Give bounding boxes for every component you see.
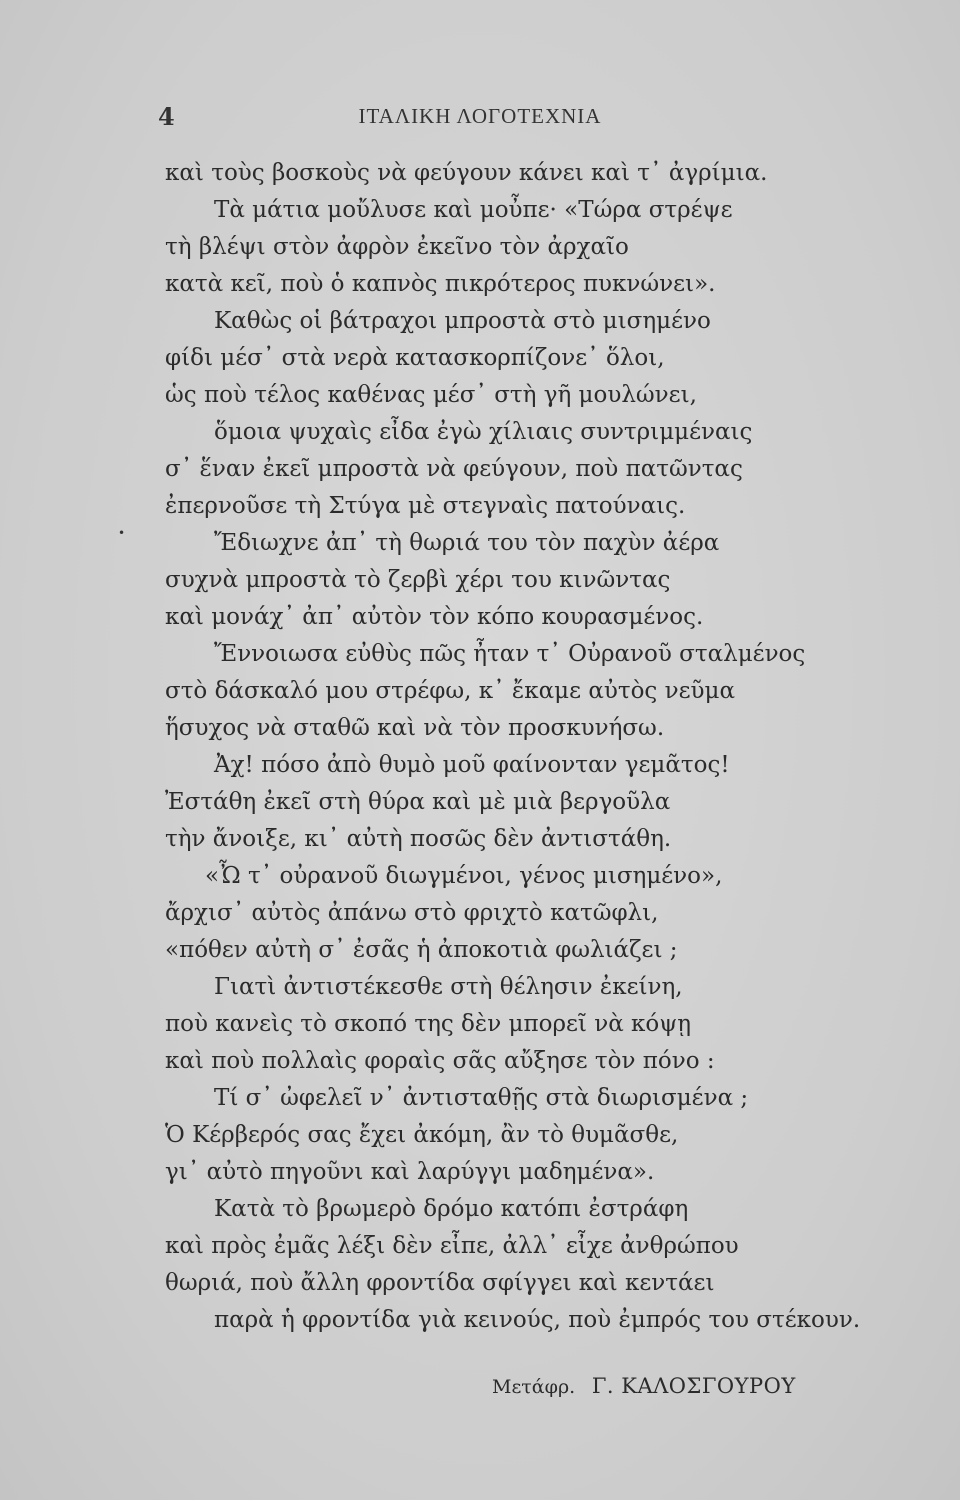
poem-line: στὸ δάσκαλό μου στρέφω, κ᾽ ἔκαμε αὐτὸς νεῦμα	[165, 678, 735, 704]
poem-line: ποὺ κανεὶς τὸ σκοπό της δὲν μπορεῖ νὰ κόψῃ	[165, 1011, 692, 1037]
poem-line: «πόθεν αὐτὴ σ᾽ ἐσᾶς ἡ ἀποκοτιὰ φωλιάζει ;	[165, 937, 678, 963]
poem-line: Ἔννοιωσα εὐθὺς πῶς ἦταν τ᾽ Οὐρανοῦ σταλμένος	[214, 641, 806, 667]
poem-line: τὴν ἄνοιξε, κι᾽ αὐτὴ ποσῶς δὲν ἀντιστάθη.	[165, 826, 672, 852]
poem-line: Τί σ᾽ ὠφελεῖ ν᾽ ἀντισταθῇς στὰ διωρισμένα ;	[214, 1085, 749, 1111]
page-header	[0, 100, 960, 140]
translator-credit	[492, 1374, 796, 1398]
poem-line: Ἐστάθη ἐκεῖ στὴ θύρα καὶ μὲ μιὰ βεργοῦλα	[165, 789, 671, 815]
poem-line: τὴ βλέψι στὸν ἀφρὸν ἐκεῖνο τὸν ἀρχαῖο	[165, 234, 629, 260]
poem-line: συχνὰ μπροστὰ τὸ ζερβὶ χέρι του κινῶντας	[165, 567, 671, 593]
poem-line: Ἀχ! πόσο ἀπὸ θυμὸ μοῦ φαίνονταν γεμᾶτος!	[214, 752, 730, 778]
poem-line: θωριά, ποὺ ἄλλη φροντίδα σφίγγει καὶ κεντάει	[165, 1270, 715, 1296]
margin-mark: •	[118, 526, 126, 540]
poem-line: καὶ τοὺς βοσκοὺς νὰ φεύγουν κάνει καὶ τ᾽ ἀγρίμια.	[165, 160, 768, 186]
running-head: ΙΤΑΛΙΚΗ ΛΟΓΟΤΕΧΝΙΑ	[358, 104, 602, 128]
poem-line: Ἔδιωχνε ἀπ᾽ τὴ θωριά του τὸν παχὺν ἀέρα	[214, 530, 720, 556]
poem-line: ἐπερνοῦσε τὴ Στύγα μὲ στεγναὶς πατούναις.	[165, 493, 686, 519]
poem-line: ὡς ποὺ τέλος καθένας μέσ᾽ στὴ γῆ μουλώνει,	[165, 382, 697, 408]
poem-line: παρὰ ἡ φροντίδα γιὰ κεινούς, ποὺ ἐμπρός του στέκουν.	[214, 1307, 861, 1333]
page-number: 4	[158, 102, 175, 131]
poem-line: γι᾽ αὐτὸ πηγοῦνι καὶ λαρύγγι μαδημένα».	[165, 1159, 655, 1185]
translator-label: Μετάφρ.	[492, 1376, 576, 1398]
poem-line: καὶ πρὸς ἐμᾶς λέξι δὲν εἶπε, ἀλλ᾽ εἶχε ἀνθρώπου	[165, 1233, 739, 1259]
poem-line: Γιατὶ ἀντιστέκεσθε στὴ θέλησιν ἐκείνη,	[214, 974, 683, 1000]
poem-line: ἄρχισ᾽ αὐτὸς ἀπάνω στὸ φριχτὸ κατῶφλι,	[165, 900, 659, 926]
poem-line: καὶ ποὺ πολλαὶς φοραὶς σᾶς αὔξησε τὸν πόνο :	[165, 1048, 715, 1074]
poem-line: καὶ μονάχ᾽ ἀπ᾽ αὐτὸν τὸν κόπο κουρασμένος.	[165, 604, 704, 630]
translator-name: Γ. ΚΑΛΟΣΓΟΥΡΟΥ	[591, 1374, 796, 1398]
poem-line: Τὰ μάτια μοὔλυσε καὶ μοὖπε· «Τώρα στρέψε	[214, 197, 733, 223]
poem-line: Ὁ Κέρβερός σας ἔχει ἀκόμη, ἂν τὸ θυμᾶσθε,	[165, 1122, 679, 1148]
poem-line: κατὰ κεῖ, ποὺ ὁ καπνὸς πικρότερος πυκνώνει».	[165, 271, 716, 297]
poem-line: Καθὼς οἱ βάτραχοι μπροστὰ στὸ μισημένο	[214, 308, 711, 334]
poem-line: ὅμοια ψυχαὶς εἶδα ἐγὼ χίλιαις συντριμμέναις	[214, 419, 753, 445]
poem-line: σ᾽ ἕναν ἐκεῖ μπροστὰ νὰ φεύγουν, ποὺ πατῶντας	[165, 456, 743, 482]
poem-line: φίδι μέσ᾽ στὰ νερὰ κατασκορπίζονε᾽ ὅλοι,	[165, 345, 665, 371]
poem-line: «Ὦ τ᾽ οὐρανοῦ διωγμένοι, γένος μισημένο»,	[205, 863, 723, 889]
poem-line: Κατὰ τὸ βρωμερὸ δρόμο κατόπι ἐστράφη	[214, 1196, 689, 1222]
poem-line: ἥσυχος νὰ σταθῶ καὶ νὰ τὸν προσκυνήσω.	[165, 715, 665, 741]
